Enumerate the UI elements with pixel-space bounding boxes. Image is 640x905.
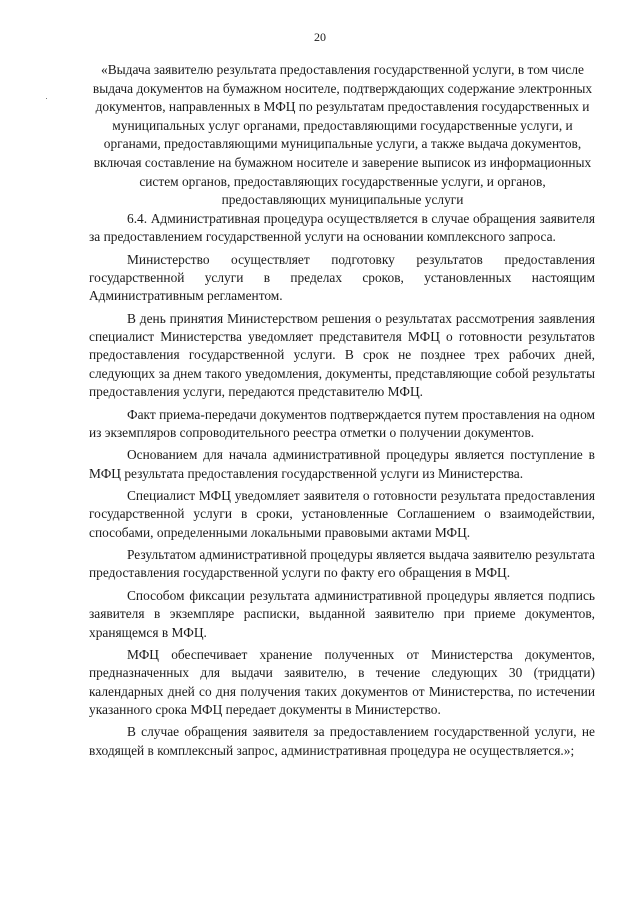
paragraph-not-performed: В случае обращения заявителя за предоставлением государственной услуги, не входящей в комплексный запрос, административная процедура не осуществляется.»; — [89, 724, 595, 758]
paragraph-transfer-fact: Факт приема-передачи документов подтверждается путем проставления на одном из экземпляров сопроводительного реестра отметки о получении документов. — [89, 406, 595, 440]
scan-speck — [46, 98, 47, 99]
paragraph-storage: МФЦ обеспечивает хранение полученных от Министерства документов, предназначенных для выдачи заявителю, в течение следующих 30 (тридцати) календарных дней со дня получения таких документов от Министерства, по истечении указанного срока МФЦ передает документы в Министерство. — [89, 647, 595, 717]
paragraph-fixation: Способом фиксации результата административной процедуры является подпись заявителя в экземпляре расписки, выданной заявителю при приеме документов, хранящемся в МФЦ. — [89, 587, 595, 640]
page-number: 20 — [314, 30, 326, 44]
section-heading: «Выдача заявителю результата предоставления государственной услуги, в том числе выдача документов на бумажном носителе, подтверждающих содержание электронных документов, направленных в МФЦ по результатам предоставления государственных и муниципальных услуг органами, предоставляющими государственные услуги, и органами, предоставляющими муниципальные услуги, а также выдача документов, включая составление на бумажном носителе и заверение выписок из информационных систем органов, предоставляющих государственные услуги, и органов, предоставляющих муниципальные услуги — [92, 62, 593, 208]
paragraph-basis: Основанием для начала административной процедуры является поступление в МФЦ результата предоставления государственной услуги из Министерства. — [89, 447, 595, 481]
paragraph-result: Результатом административной процедуры является выдача заявителю результата предоставления государственной услуги по факту его обращения в МФЦ. — [89, 547, 595, 581]
paragraph-notification: В день принятия Министерством решения о результатах рассмотрения заявления специалист Министерства уведомляет представителя МФЦ о готовности результатов предоставления государственной услуги. В срок не позднее трех рабочих дней, следующих за днем такого уведомления, документы, представляющие собой результаты предоставления услуги, передаются представителю МФЦ. — [89, 310, 595, 400]
paragraph-specialist-notice: Специалист МФЦ уведомляет заявителя о готовности результата предоставления государственной услуги в сроки, установленные Соглашением о взаимодействии, способами, определенными локальными правовыми актами МФЦ. — [89, 488, 595, 540]
paragraph-6-4: 6.4. Административная процедура осуществляется в случае обращения заявителя за предоставлением государственной услуги на основании комплексного запроса. — [89, 211, 595, 245]
body-text — [89, 210, 595, 764]
paragraph-preparation: Министерство осуществляет подготовку результатов предоставления государственной услуги в пределах сроков, установленных настоящим Административным регламентом. — [89, 251, 595, 304]
